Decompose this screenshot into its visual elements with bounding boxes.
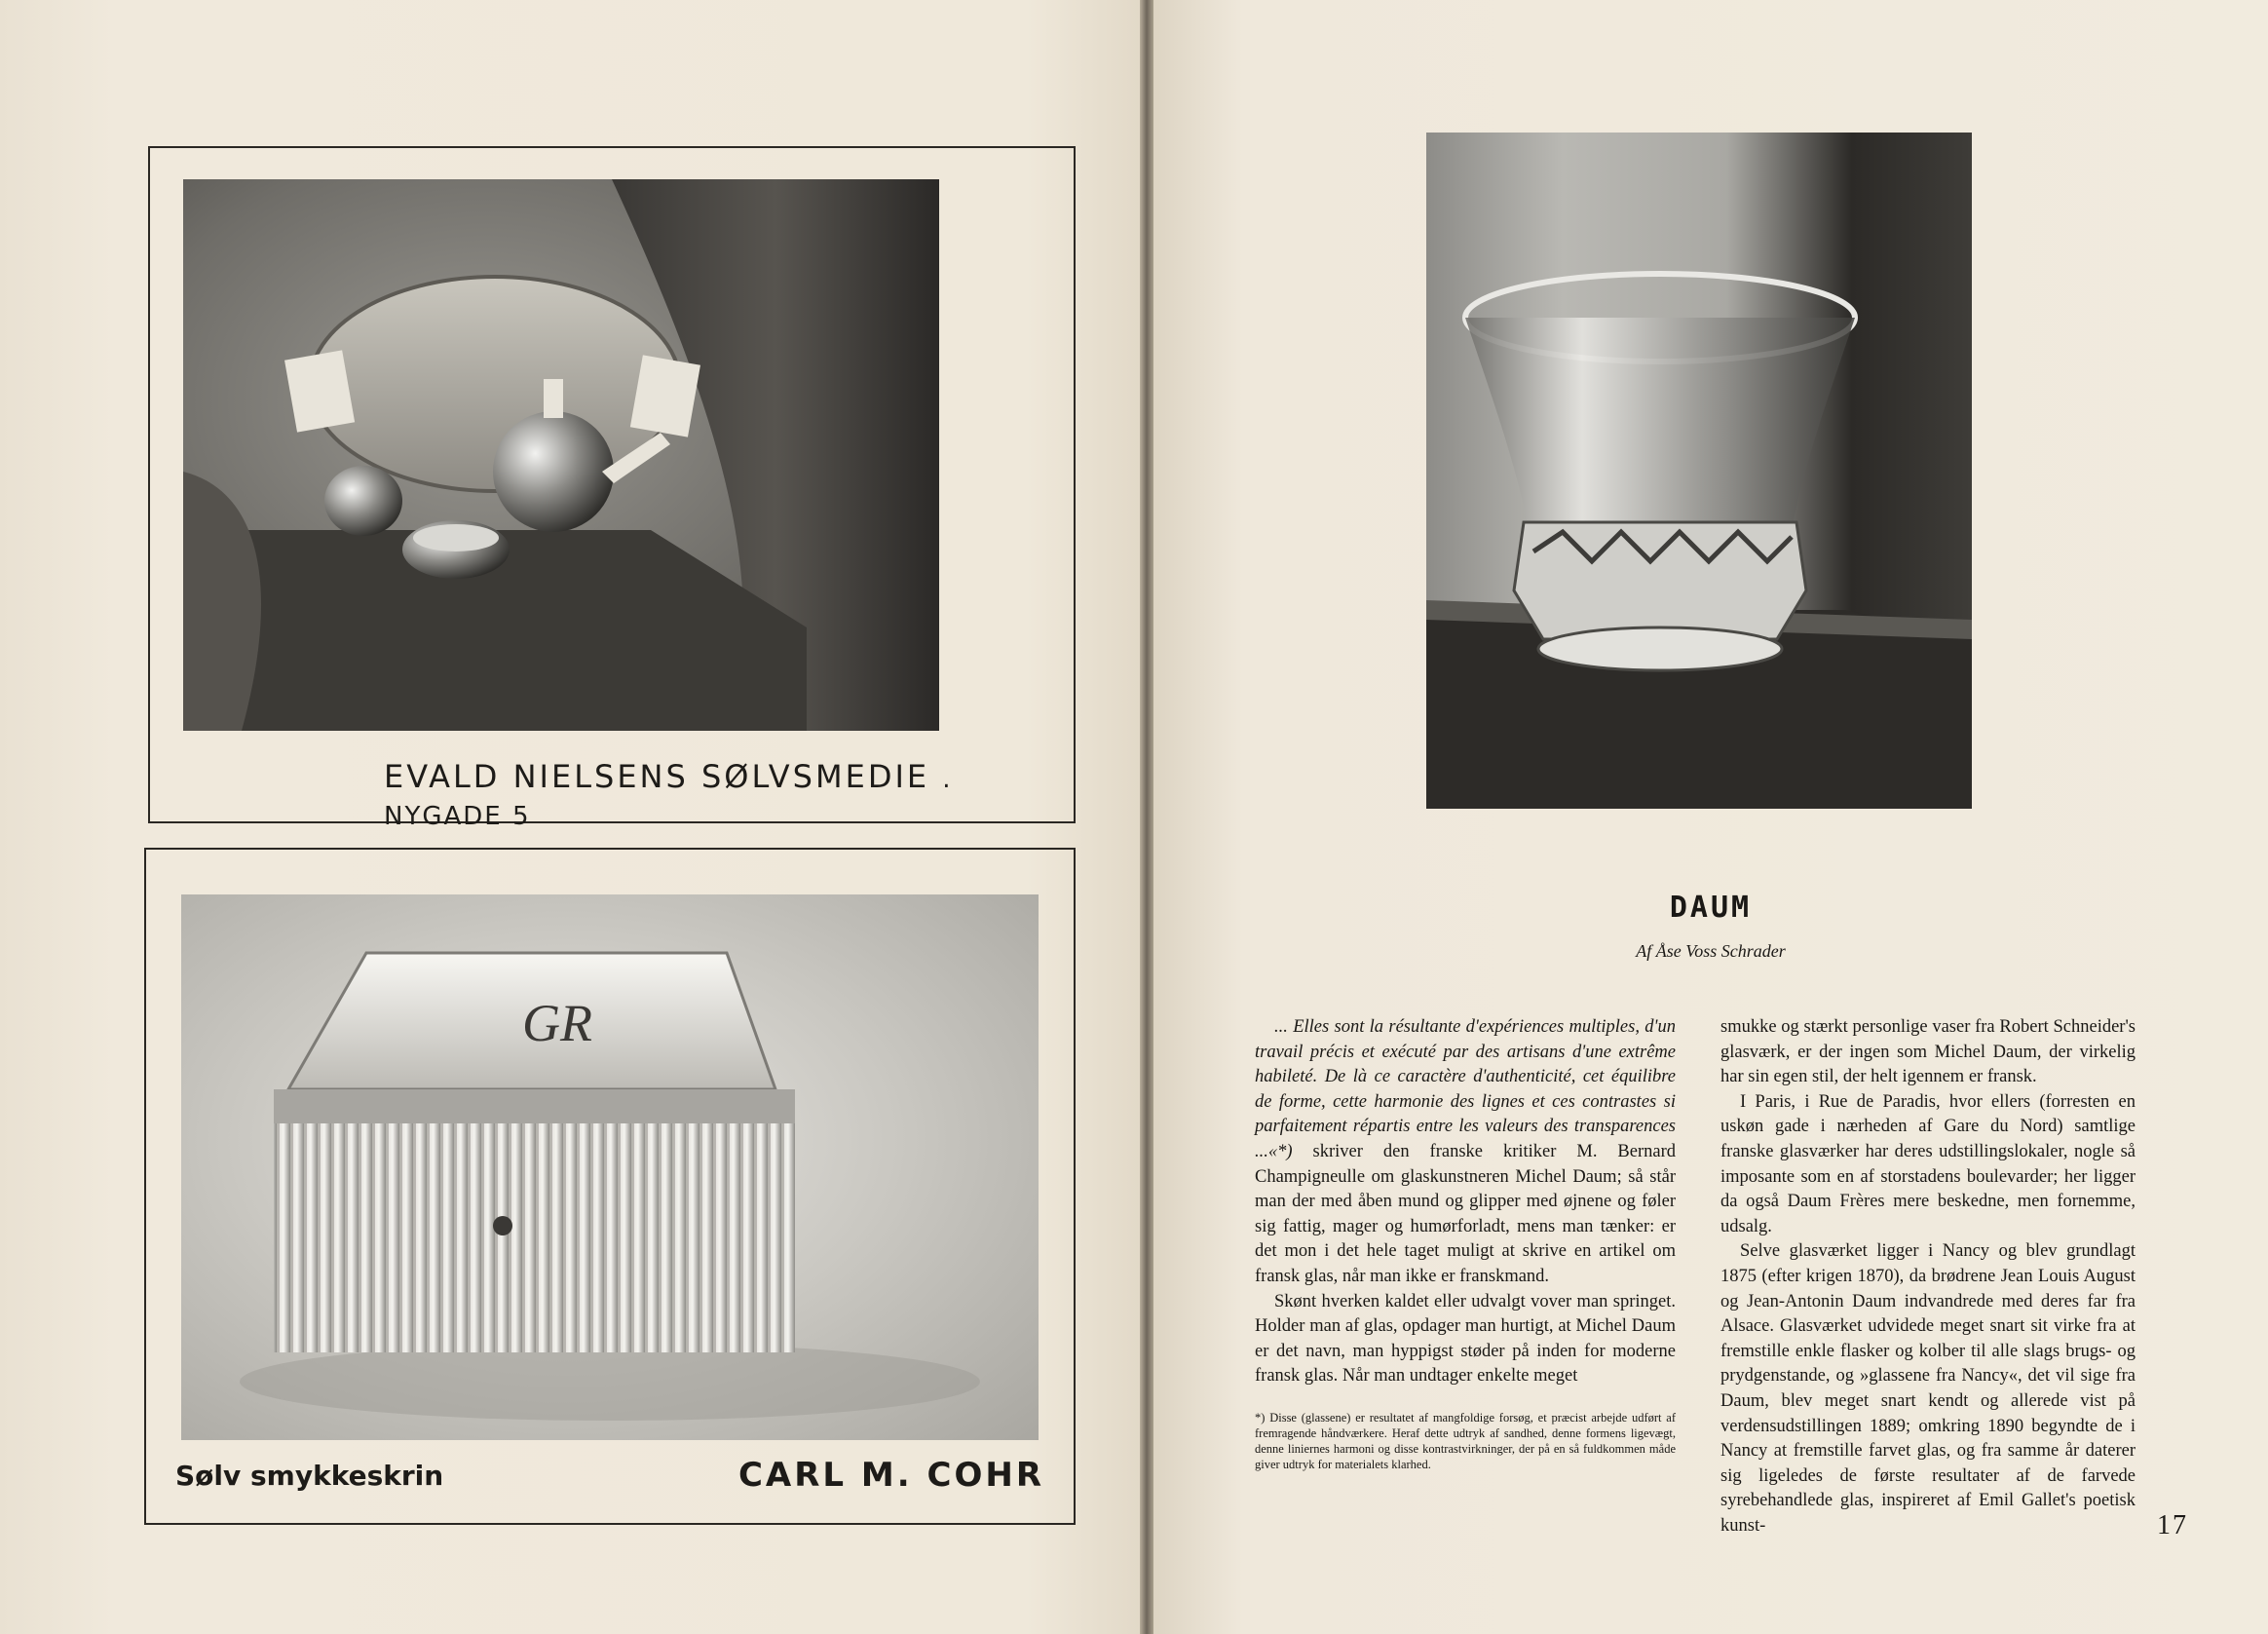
daum-vase-photo	[1426, 133, 1972, 809]
paragraph: smukke og stærkt personlige vaser fra Robert Schneider's glasværk, er der ingen som Michel Daum, der virkelig har sin egen stil, der helt igennem er fransk.	[1720, 1017, 2136, 1087]
french-quote: ... Elles sont la résultante d'expériences multiples, d'un travail précis et exécuté par des artisans d'une extrême habileté. De là ce caractère d'authenticité, cet équilibre de forme, cette harmonie des lignes et ces contrastes si parfaitement répartis entre les valeurs des transparences ...«*)	[1255, 1017, 1676, 1161]
vase-illustration	[1426, 133, 1972, 809]
jewellery-box-photo	[181, 894, 1039, 1440]
carl-cohr-advert	[144, 848, 1076, 1525]
maker-caption: CARL M. COHR	[737, 1456, 1044, 1495]
page-number: 17	[2157, 1510, 2188, 1540]
shop-address: . NYGADE 5	[384, 765, 953, 831]
article-column-2	[1720, 1015, 2136, 1539]
evald-nielsen-caption	[384, 758, 1074, 832]
book-spine	[1140, 0, 1153, 1634]
paragraph: Skønt hverken kaldet eller udvalgt vover man springet. Holder man af glas, opdager man hurtigt, at Michel Daum er det navn, man hyppigst støder på inden for moderne fransk glas. Når man undtager enkelte meget	[1255, 1291, 1676, 1387]
article-byline: Af Åse Voss Schrader	[1636, 941, 1786, 961]
paragraph: I Paris, i Rue de Paradis, hvor ellers (forresten en uskøn gade i nærheden af Gare du Nord) samtlige franske glasværker har deres udstillingslokaler, nogle så imposante som en af storstadens boulevarder; her ligger da også Daum Frères mere beskedne, men fornemme, udsalg.	[1720, 1091, 2136, 1236]
paragraph: Selve glasværket ligger i Nancy og blev grundlagt 1875 (efter krigen 1870), da brødrene Jean Louis August og Jean-Antonin Daum indvandrede med deres far fra Alsace. Glasværket udvidede meget snart sit virke fra at fremstille enkle flasker og kolber til alle slags brugs- og prydgenstande, og »glassene fra Nancy«, det vil sige fra Daum, blev meget snart kendt og allerede vist på verdensudstillingen 1889; omkring 1890 begyndte de i Nancy at fremstille farvet glas, og fra samme år daterer sig ligeledes de første resultater af de farvede syrebehandlede glas, inspireret af Emil Gallet's poetisk kunst-	[1720, 1241, 2136, 1536]
coffee-set-illustration	[183, 179, 939, 731]
footnote: *) Disse (glassene) er resultatet af mangfoldige forsøg, et præcist arbejde udført af fremragende håndværkere. Heraf dette udtryk af sandhed, denne formens ligevægt, denne liniernes harmoni og disse kontrastvirkninger, der på en så fuldkommen måde giver udtryk for materialets klarhed.	[1255, 1411, 1676, 1471]
jewellery-box-illustration	[181, 894, 1039, 1440]
svg-text:GR: GR	[522, 994, 592, 1052]
paragraph	[1255, 1015, 1676, 1290]
evald-nielsen-advert	[148, 146, 1076, 831]
paragraph-text: skriver den franske kritiker M. Bernard Champigneulle om glaskunstneren Michel Daum; så står man der med åben mund og glipper med øjnene og føler sig fattig, mager og humørforladt, mens man tænker: er det mon i det hele taget muligt at skrive en artikel om fransk glas, når man ikke er franskmand.	[1255, 1141, 1676, 1286]
silver-coffee-set-photo	[183, 179, 939, 731]
shop-name: EVALD NIELSENS SØLVSMEDIE	[384, 758, 930, 795]
right-page	[1153, 0, 2268, 1634]
product-caption: Sølv smykkeskrin	[175, 1460, 444, 1492]
article-column-1	[1255, 1015, 1676, 1389]
article-title: DAUM	[1669, 891, 1753, 925]
